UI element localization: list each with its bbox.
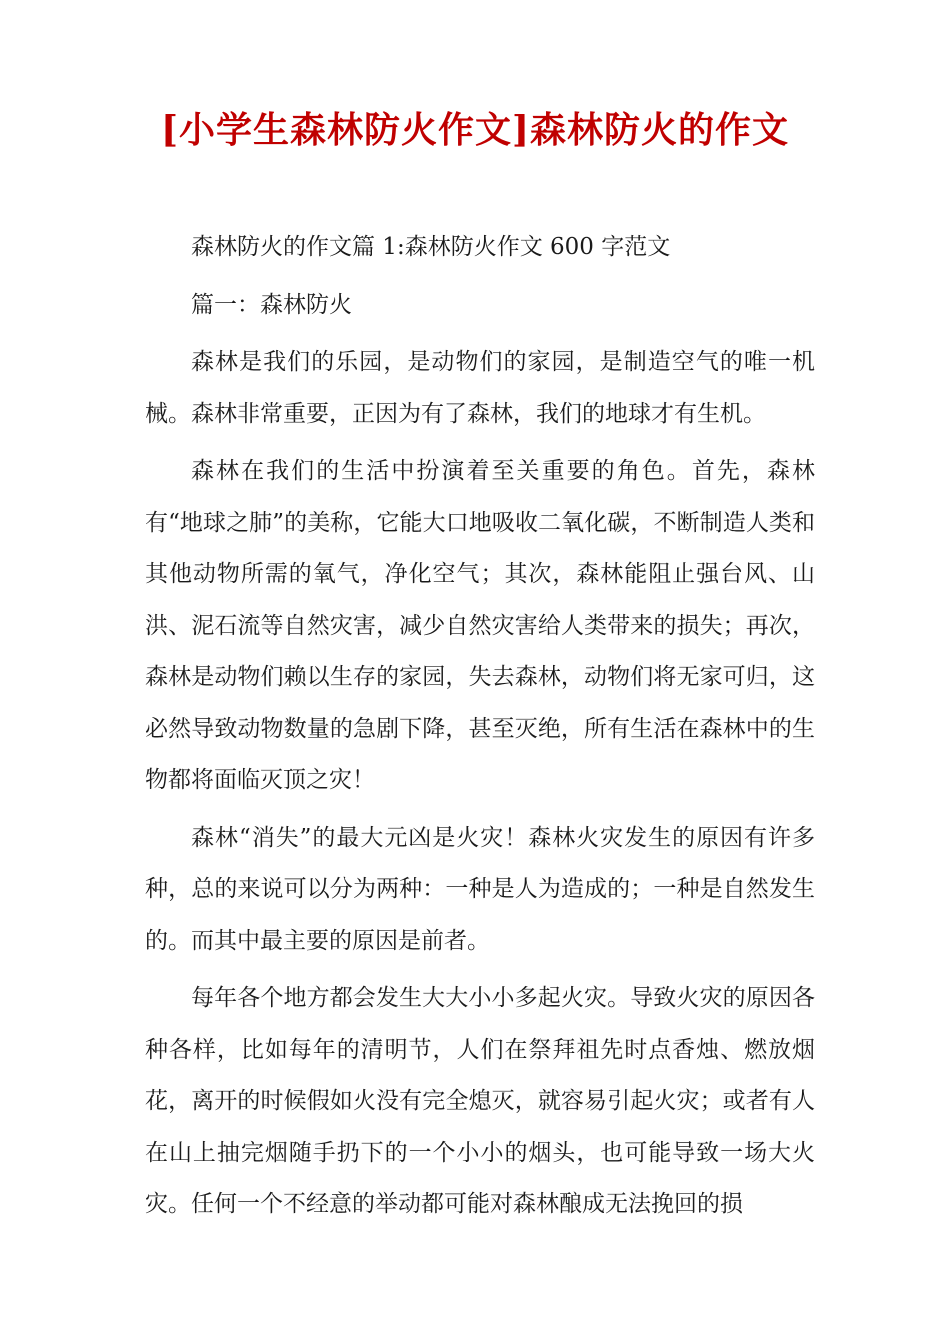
paragraph-fire-cause: 森林“消失”的最大元凶是火灾！森林火灾发生的原因有许多种，总的来说可以分为两种：一种是人为造成的；一种是自然发生的。而其中最主要的原因是前者。 <box>145 824 815 954</box>
paragraph-fire-examples: 每年各个地方都会发生大大小小多起火灾。导致火灾的原因各种各样，比如每年的清明节，人们在祭拜祖先时点香烛、燃放烟花，离开的时候假如火没有完全熄灭，就容易引起火灾；或者有人在山上抽完烟随手扔下的一个小小的烟头，也可能导致一场大火灾。任何一个不经意的举动都可能对森林酿成无法挽回的损 <box>145 985 815 1217</box>
paragraph-section-title: 篇一：森林防火 <box>191 291 352 318</box>
paragraph-forest-role: 森林在我们的生活中扮演着至关重要的角色。首先，森林有“地球之肺”的美称，它能大口地吸收二氧化碳，不断制造人类和其他动物所需的氧气，净化空气；其次，森林能阻止强台风、山洪、泥石流等自然灾害，减少自然灾害给人类带来的损失；再次，森林是动物们赖以生存的家园，失去森林，动物们将无家可归，这必然导致动物数量的急剧下降，甚至灭绝，所有生活在森林中的生物都将面临灭顶之灾！ <box>145 458 815 793</box>
document-title: [小学生森林防火作文]森林防火的作文 <box>160 109 790 151</box>
paragraph-heading-article: 森林防火的作文篇 1:森林防火作文 600 字范文 <box>191 234 671 260</box>
paragraph-intro: 森林是我们的乐园，是动物们的家园，是制造空气的唯一机械。森林非常重要，正因为有了森林，我们的地球才有生机。 <box>145 349 815 427</box>
document-body <box>145 222 815 1237</box>
